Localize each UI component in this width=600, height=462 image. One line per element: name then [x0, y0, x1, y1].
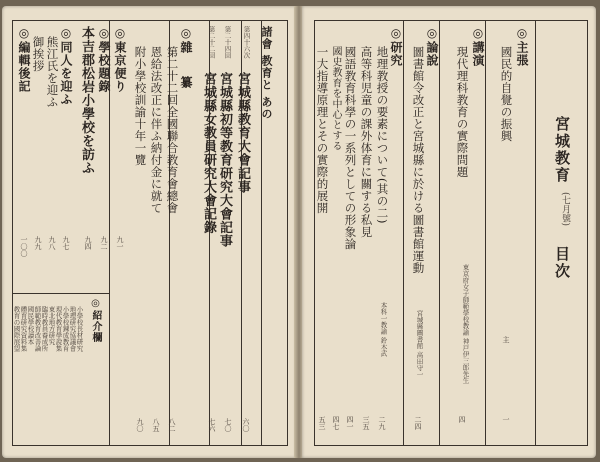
report-3-title: 宮城縣女教員研究大會記錄: [201, 72, 216, 234]
intro-item: 臨時教員養成所: [40, 306, 49, 352]
kenkyu-item-2: 高等科児童の課外体育に關する私見: [359, 46, 374, 238]
kenkyu-item-1-author: 本科一教諭 鈴木武: [379, 302, 388, 357]
report-3-note: 第二十二回: [207, 26, 216, 59]
section-shucho: ◎主張: [515, 26, 529, 67]
editor-page: 一〇〇: [20, 236, 28, 257]
kenkyu-item-1: 地理教授の要素について(其の二): [375, 46, 390, 224]
intro-item: 師範教育改善論: [33, 306, 42, 352]
people-item-2: 御挨拶: [31, 36, 46, 72]
report-2-note: 第二十四回: [223, 26, 232, 59]
intro-item: 東北地方研究: [47, 306, 56, 345]
intro-item: 國民學校讀本: [26, 306, 35, 345]
issue-label: (七月號): [560, 192, 570, 227]
kenkyu-item-5: 一大指導原理とその實際的展開: [315, 46, 330, 214]
misc-item-1: 第二十二回全國聯合教育會總會: [165, 46, 180, 214]
misc-item-3: 附小學校訓諭十年一覽: [133, 46, 148, 166]
report-1-page: 六〇: [242, 418, 250, 432]
report-3-page: 七六: [208, 418, 216, 432]
section-kenkyu: ◎研究: [389, 26, 403, 67]
misc-item-2: 恩給法改正に伴ふ納付金に就て: [149, 46, 164, 214]
shucho-item-1-author: 主: [502, 336, 510, 343]
intro-item: 體育研究資料集: [19, 306, 28, 352]
ronsetsu-item-1-page: 二四: [414, 416, 422, 430]
intro-heading: ◎紹介欄: [90, 298, 101, 343]
kenkyu-item-4-page: 四七: [332, 416, 340, 430]
kenkyu-item-3-page: 四一: [346, 416, 354, 430]
section-ronsetsu: ◎論說: [425, 26, 439, 67]
news-school-page: 九二: [100, 236, 108, 250]
report-1-note: 第四十六次: [242, 26, 251, 59]
shucho-item-1-page: 一: [502, 416, 510, 423]
news-visit-page: 九四: [84, 236, 92, 250]
right-page: [302, 6, 596, 458]
misc-item-2-page: 八五: [152, 418, 160, 432]
people-item-2-page: 九九: [34, 236, 42, 250]
kenkyu-item-4: 國史教育を中心とする: [330, 46, 341, 151]
intro-item: 教育の國際展望: [12, 306, 21, 352]
news-tokyo-page: 九一: [116, 236, 124, 250]
ronsetsu-item-1: 圖書館令改正と宮城縣に於ける圖書館運動: [411, 46, 426, 274]
news-tokyo: ◎東京便り: [113, 26, 127, 93]
section-koen: ◎講演: [471, 26, 485, 67]
misc-item-1-page: 八二: [168, 418, 176, 432]
report-1-title: 宮城縣教育大會記事: [235, 72, 250, 194]
kenkyu-item-2-page: 三五: [362, 416, 370, 430]
koen-item-1-page: 四: [458, 416, 466, 423]
misc-heading-sub: 纂: [179, 76, 193, 89]
intro-item: 小學校鍊成教育: [61, 306, 70, 352]
people-heading: ◎同人を迎ふ: [59, 26, 73, 106]
shucho-item-1: 國民的自覺の振興: [499, 46, 514, 142]
column-header: 諸會 教育と あの: [260, 26, 273, 120]
people-heading-page: 九七: [62, 236, 70, 250]
toc-label: 目次: [553, 246, 571, 280]
report-2-title: 宮城縣初等教育研究大會記事: [217, 72, 232, 248]
report-2-page: 七〇: [224, 418, 232, 432]
kenkyu-item-3: 國語教育科學の一系列としての形象論: [343, 46, 358, 250]
intro-item: 地理研究協議會: [68, 306, 77, 352]
left-page: [2, 6, 296, 458]
misc-item-3-page: 九〇: [136, 418, 144, 432]
koen-item-1: 現代理科教育の實際問題: [455, 46, 470, 178]
kenkyu-item-5-page: 五三: [318, 416, 326, 430]
misc-heading: ◎雜: [179, 26, 193, 54]
magazine-title: 宮城教育: [553, 116, 571, 184]
people-item-1: 熊江氏を迎ふ: [45, 36, 60, 108]
intro-item: 小學校長材研究: [75, 306, 84, 352]
koen-item-1-author: 東京府女子師範學校教諭 神戸伊三郎先生: [461, 264, 470, 384]
intro-item: 現代教育學說集: [54, 306, 63, 352]
news-visit: 本吉郡松岩小學校を訪ふ: [79, 26, 94, 175]
people-item-1-page: 九八: [48, 236, 56, 250]
ronsetsu-item-1-author: 宮城縣圖書館 高田守一: [415, 310, 424, 378]
kenkyu-item-1-page: 二九: [378, 416, 386, 430]
editor-heading: ◎編輯後記: [17, 26, 31, 93]
news-school: ◎學校題錄: [97, 26, 111, 93]
